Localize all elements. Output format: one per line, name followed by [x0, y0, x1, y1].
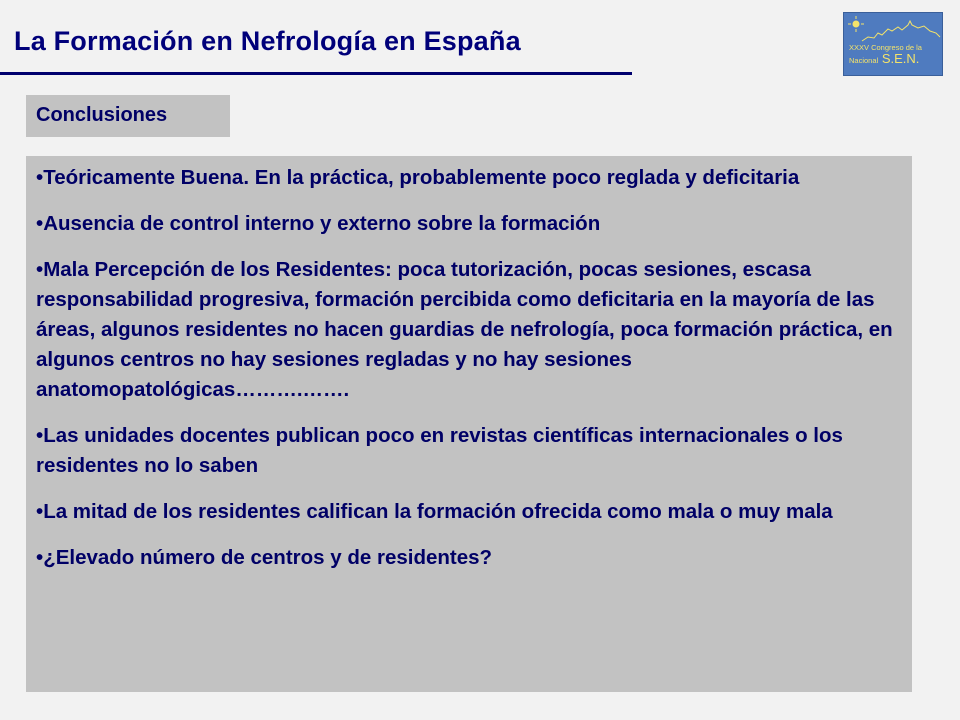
bullet-icon: •	[36, 500, 44, 523]
list-item	[36, 163, 896, 193]
list-item	[36, 497, 896, 527]
logo-sen-text: S.E.N.	[881, 51, 920, 66]
bullet-icon: •	[36, 258, 44, 281]
conclusions-list	[36, 163, 896, 573]
logo-congress-text: XXXV Congreso de la	[849, 43, 922, 52]
bullet-text: Teóricamente Buena. En la práctica, probablemente poco reglada y deficitaria	[43, 166, 800, 189]
list-item	[36, 255, 896, 405]
conclusions-box	[26, 156, 912, 692]
logo-brand	[849, 51, 919, 66]
section-label-conclusiones: Conclusiones	[26, 95, 230, 137]
slide-title: La Formación en Nefrología en España	[14, 26, 521, 56]
bullet-icon: •	[36, 546, 44, 569]
bullet-text: Las unidades docentes publican poco en revistas científicas internacionales o los residentes no lo saben	[36, 424, 843, 477]
logo-nacional-text: Nacional	[849, 56, 879, 65]
list-item	[36, 421, 896, 481]
bullet-icon: •	[36, 166, 44, 189]
bullet-text: ¿Elevado número de centros y de residentes?	[43, 546, 493, 569]
bullet-icon: •	[36, 212, 44, 235]
bullet-text: Mala Percepción de los Residentes: poca tutorización, pocas sesiones, escasa responsabilidad progresiva, formación percibida como deficitaria en la mayoría de las áreas, algunos residentes no hacen guardias de nefrología, poca formación práctica, en algunos centros no hay sesiones regladas y no hay sesiones anatomopatológicas……….…….	[36, 258, 893, 401]
bullet-text: Ausencia de control interno y externo sobre la formación	[43, 212, 601, 235]
bullet-icon: •	[36, 424, 44, 447]
title-underline	[0, 72, 632, 75]
list-item	[36, 209, 896, 239]
list-item	[36, 543, 896, 573]
bullet-text: La mitad de los residentes califican la formación ofrecida como mala o muy mala	[43, 500, 833, 523]
congress-logo	[843, 12, 943, 76]
